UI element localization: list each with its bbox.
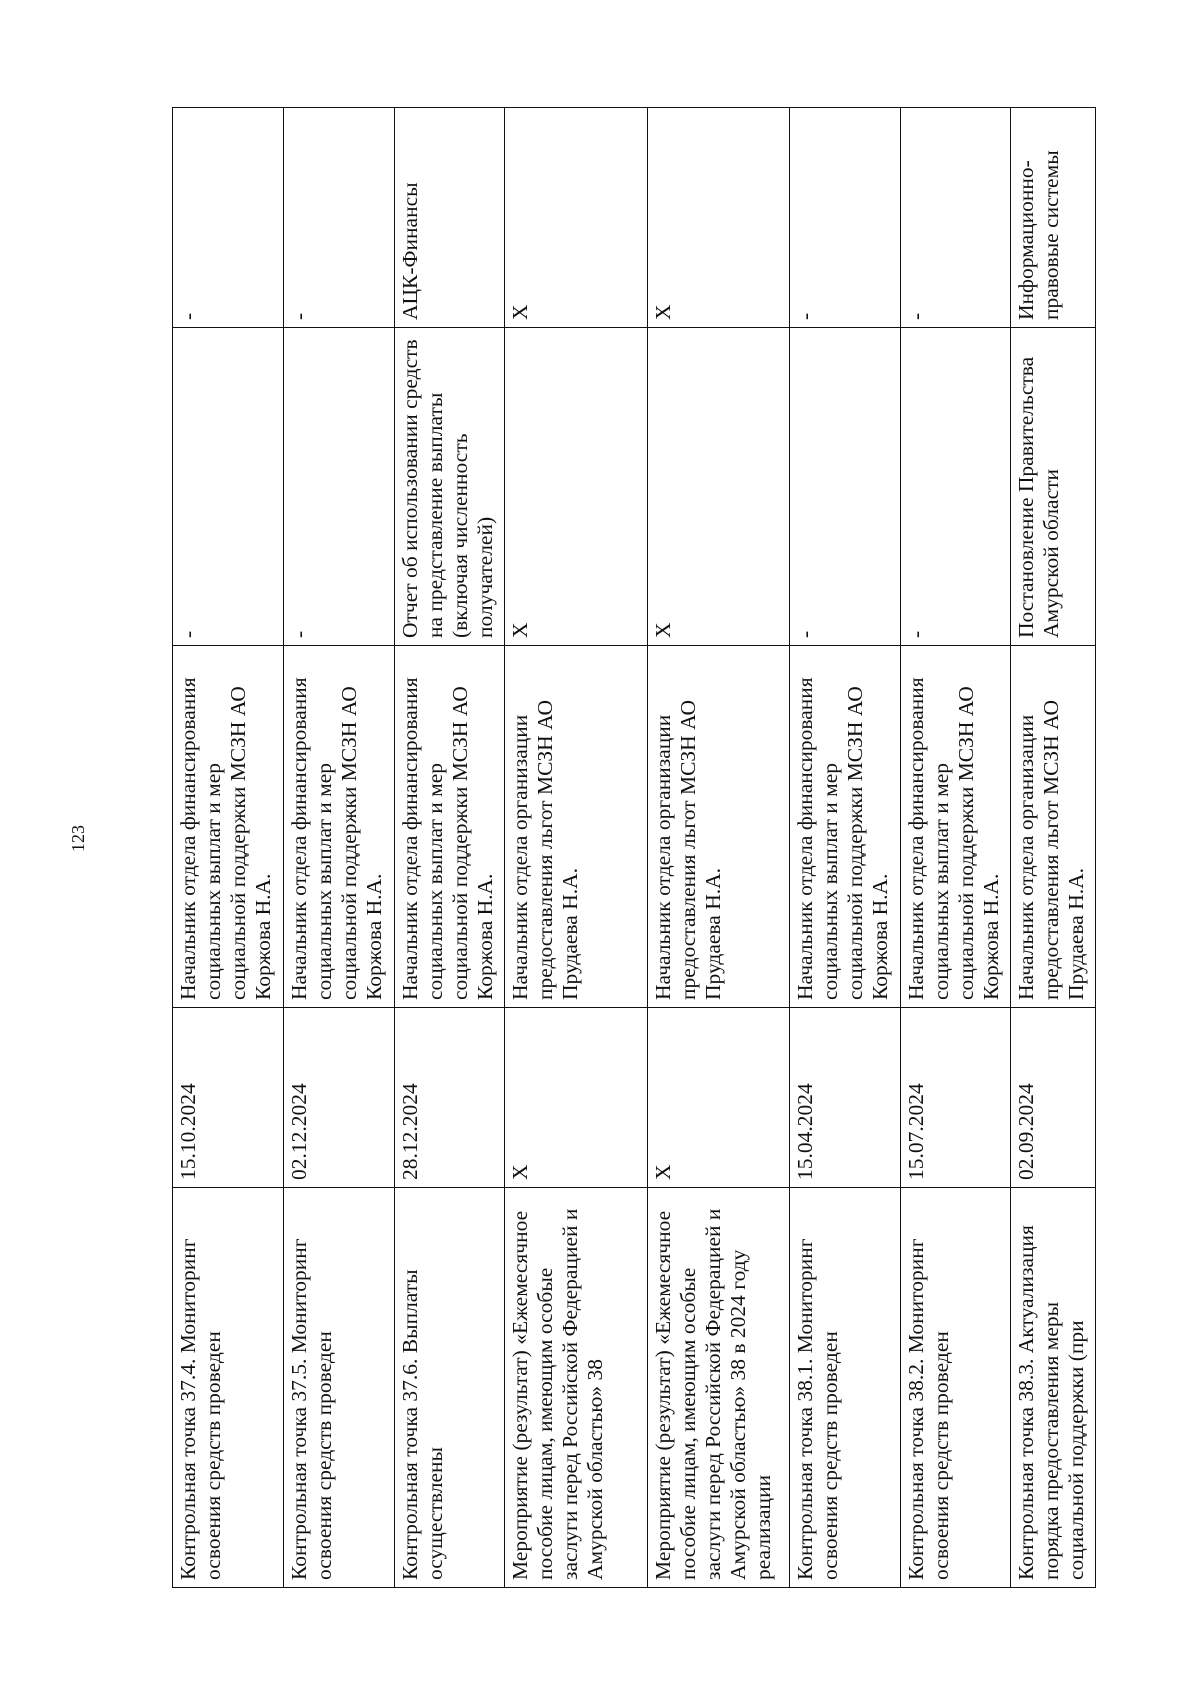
document-cell: -	[900, 328, 1011, 646]
date-cell: X	[505, 1008, 647, 1188]
date-cell: 15.04.2024	[789, 1008, 900, 1188]
system-cell: -	[789, 108, 900, 328]
system-cell: -	[900, 108, 1011, 328]
document-cell: -	[789, 328, 900, 646]
event-cell: Контрольная точка 38.3. Актуализация порядка предоставления меры социальной поддержки (при	[1011, 1188, 1096, 1588]
date-cell: 02.12.2024	[283, 1008, 394, 1188]
system-cell: -	[283, 108, 394, 328]
table-row	[789, 108, 900, 1588]
plan-table	[172, 107, 1096, 1588]
date-cell: 15.10.2024	[173, 1008, 284, 1188]
document-cell: X	[505, 328, 647, 646]
table-row	[394, 108, 505, 1588]
responsible-cell: Начальник отдела организации предоставления льгот МСЗН АО Прудаева Н.А.	[1011, 646, 1096, 1008]
date-cell: X	[647, 1008, 789, 1188]
responsible-cell: Начальник отдела финансирования социальных выплат и мер социальной поддержки МСЗН АО Коржова Н.А.	[789, 646, 900, 1008]
page-number: 123	[68, 825, 88, 852]
event-cell: Контрольная точка 37.5. Мониторинг освоения средств проведен	[283, 1188, 394, 1588]
event-cell: Контрольная точка 37.6. Выплаты осуществлены	[394, 1188, 505, 1588]
document-cell: X	[647, 328, 789, 646]
table-row	[283, 108, 394, 1588]
document-cell: Отчет об использовании средств на представление выплаты (включая численность получателей)	[394, 328, 505, 646]
document-cell: -	[173, 328, 284, 646]
table-row	[505, 108, 647, 1588]
event-cell: Мероприятие (результат) «Ежемесячное пособие лицам, имеющим особые заслуги перед Российской Федерацией и Амурской областью» 38	[505, 1188, 647, 1588]
responsible-cell: Начальник отдела финансирования социальных выплат и мер социальной поддержки МСЗН АО Коржова Н.А.	[283, 646, 394, 1008]
event-cell: Контрольная точка 37.4. Мониторинг освоения средств проведен	[173, 1188, 284, 1588]
document-cell: Постановление Правительства Амурской области	[1011, 328, 1096, 646]
table-row	[900, 108, 1011, 1588]
plan-table-container	[172, 108, 1096, 1588]
event-cell: Контрольная точка 38.1. Мониторинг освоения средств проведен	[789, 1188, 900, 1588]
responsible-cell: Начальник отдела финансирования социальных выплат и мер социальной поддержки МСЗН АО Коржова Н.А.	[173, 646, 284, 1008]
system-cell: -	[173, 108, 284, 328]
document-cell: -	[283, 328, 394, 646]
table-row	[173, 108, 284, 1588]
system-cell: АЦК-Финансы	[394, 108, 505, 328]
system-cell: X	[505, 108, 647, 328]
responsible-cell: Начальник отдела организации предоставления льгот МСЗН АО Прудаева Н.А.	[647, 646, 789, 1008]
date-cell: 15.07.2024	[900, 1008, 1011, 1188]
responsible-cell: Начальник отдела финансирования социальных выплат и мер социальной поддержки МСЗН АО Коржова Н.А.	[394, 646, 505, 1008]
responsible-cell: Начальник отдела организации предоставления льгот МСЗН АО Прудаева Н.А.	[505, 646, 647, 1008]
responsible-cell: Начальник отдела финансирования социальных выплат и мер социальной поддержки МСЗН АО Коржова Н.А.	[900, 646, 1011, 1008]
table-row	[1011, 108, 1096, 1588]
date-cell: 28.12.2024	[394, 1008, 505, 1188]
date-cell: 02.09.2024	[1011, 1008, 1096, 1188]
event-cell: Мероприятие (результат) «Ежемесячное пособие лицам, имеющим особые заслуги перед Российской Федерацией и Амурской областью» 38 в 2024 году реализации	[647, 1188, 789, 1588]
table-row	[647, 108, 789, 1588]
system-cell: Информационно-правовые системы	[1011, 108, 1096, 328]
event-cell: Контрольная точка 38.2. Мониторинг освоения средств проведен	[900, 1188, 1011, 1588]
system-cell: X	[647, 108, 789, 328]
